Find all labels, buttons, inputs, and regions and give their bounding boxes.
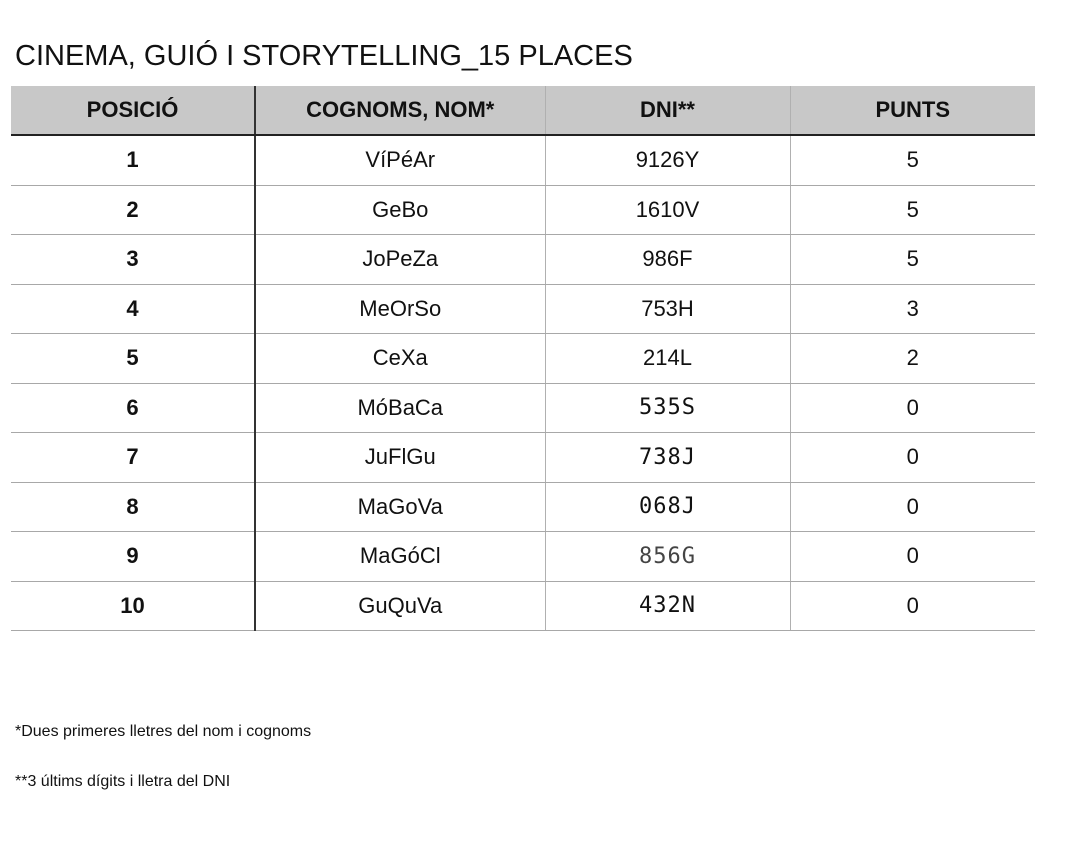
cell-name: GeBo <box>255 185 545 235</box>
cell-points: 0 <box>790 532 1035 582</box>
page-title: CINEMA, GUIÓ I STORYTELLING_15 PLACES <box>15 40 633 72</box>
table-row <box>11 532 1035 582</box>
cell-dni: 856G <box>545 532 790 582</box>
cell-points: 5 <box>790 235 1035 285</box>
header-position: POSICIÓ <box>11 86 255 135</box>
cell-name: CeXa <box>255 334 545 384</box>
cell-name: VíPéAr <box>255 135 545 185</box>
table-header-row <box>11 86 1035 135</box>
cell-points: 0 <box>790 383 1035 433</box>
cell-dni: 214L <box>545 334 790 384</box>
table-row <box>11 284 1035 334</box>
cell-position: 7 <box>11 433 255 483</box>
cell-position: 1 <box>11 135 255 185</box>
ranking-table <box>11 86 1035 631</box>
cell-dni: 9126Y <box>545 135 790 185</box>
cell-dni: 753H <box>545 284 790 334</box>
cell-points: 2 <box>790 334 1035 384</box>
cell-dni: 986F <box>545 235 790 285</box>
cell-points: 0 <box>790 482 1035 532</box>
footnote-name-format: *Dues primeres lletres del nom i cognoms <box>15 723 312 740</box>
table-row <box>11 383 1035 433</box>
cell-points: 0 <box>790 433 1035 483</box>
cell-dni: 738J <box>545 433 790 483</box>
cell-points: 0 <box>790 581 1035 631</box>
cell-position: 6 <box>11 383 255 433</box>
cell-points: 5 <box>790 185 1035 235</box>
cell-position: 10 <box>11 581 255 631</box>
table-row <box>11 135 1035 185</box>
cell-dni: 535S <box>545 383 790 433</box>
footnote-dni-format: **3 últims dígits i lletra del DNI <box>15 773 231 790</box>
cell-name: JoPeZa <box>255 235 545 285</box>
cell-name: GuQuVa <box>255 581 545 631</box>
cell-position: 3 <box>11 235 255 285</box>
table-row <box>11 334 1035 384</box>
header-dni: DNI** <box>545 86 790 135</box>
cell-name: MaGoVa <box>255 482 545 532</box>
table-row <box>11 185 1035 235</box>
header-points: PUNTS <box>790 86 1035 135</box>
cell-name: JuFlGu <box>255 433 545 483</box>
cell-position: 8 <box>11 482 255 532</box>
cell-points: 5 <box>790 135 1035 185</box>
cell-position: 9 <box>11 532 255 582</box>
cell-dni: 068J <box>545 482 790 532</box>
table-row <box>11 581 1035 631</box>
cell-name: MaGóCl <box>255 532 545 582</box>
cell-position: 2 <box>11 185 255 235</box>
table-row <box>11 482 1035 532</box>
table-row <box>11 235 1035 285</box>
cell-position: 5 <box>11 334 255 384</box>
cell-points: 3 <box>790 284 1035 334</box>
table-row <box>11 433 1035 483</box>
cell-position: 4 <box>11 284 255 334</box>
cell-name: MóBaCa <box>255 383 545 433</box>
cell-dni: 432N <box>545 581 790 631</box>
header-name: COGNOMS, NOM* <box>255 86 545 135</box>
cell-dni: 1610V <box>545 185 790 235</box>
cell-name: MeOrSo <box>255 284 545 334</box>
